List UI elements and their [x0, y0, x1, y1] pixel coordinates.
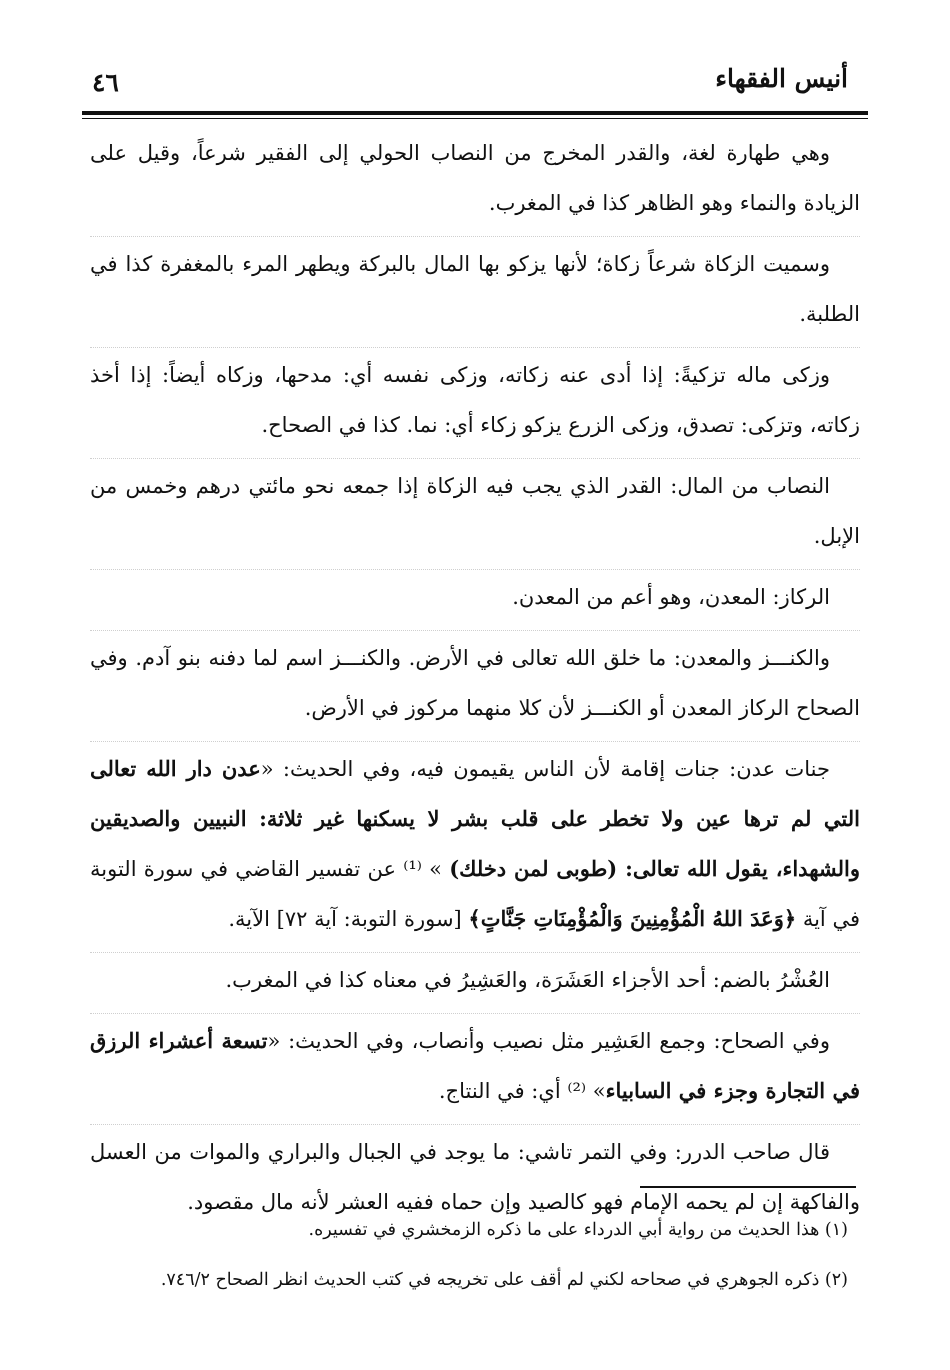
header-rule-thick — [82, 111, 868, 115]
footnote-1: (١) هذا الحديث من رواية أبي الدرداء على ما ذكره الزمخشري في تفسيره. — [308, 1220, 848, 1240]
running-title: أنيس الفقهاء — [715, 64, 848, 93]
sahah-hadith: تسعة أعشراء الرزق في التجارة وجزء في السابياء — [90, 1028, 860, 1103]
sahah-intro: وفي الصحاح: وجمع العَشِير مثل نصيب وأنصاب، وفي الحديث: « — [267, 1029, 830, 1053]
footnote-separator — [640, 1186, 856, 1188]
paragraph-nisab: النصاب من المال: القدر الذي يجب فيه الزكاة إذا جمعه نحو مائتي درهم وخمس من الإبل. — [90, 458, 860, 561]
quran-ayah: ﴿وَعَدَ اللهُ الْمُؤْمِنِينَ وَالْمُؤْمِنَاتِ جَنَّاتٍ﴾ — [468, 906, 797, 931]
paragraph-kanz: والكنـــز والمعدن: ما خلق الله تعالى في الأرض. والكنـــز اسم لما دفنه بنو آدم. وفي الصحاح الركاز المعدن أو الكنـــز لأن كلا منهما مركوز في الأرض. — [90, 630, 860, 733]
page-header — [82, 58, 868, 110]
paragraph-zakka: وزكى ماله تزكيةً: إذا أدى عنه زكاته، وزكى نفسه أي: مدحها، وزكاه أيضاً: إذا أخذ زكاته، وتزكى: تصدق، وزكى الزرع يزكو زكاء أي: نما. كذا في الصحاح. — [90, 347, 860, 450]
paragraph-zakat-definition: وهي طهارة لغة، والقدر المخرج من النصاب الحولي إلى الفقير شرعاً، وقيل على الزيادة والنماء وهو الظاهر كذا في المغرب. — [90, 141, 860, 215]
jannat-after: » ⁽¹⁾ عن تفسير القاضي في سورة التوبة في آية — [90, 857, 860, 931]
header-rule-thin — [82, 118, 868, 119]
paragraph-durar: قال صاحب الدرر: وفي التمر تاشي: ما يوجد في الجبال والبراري والموات من العسل والفاكهة إن لم يحمه الإمام فهو كالصيد وإن حماه ففيه العشر لأنه مال مقصود. — [90, 1124, 860, 1227]
jannat-end: [سورة التوبة: آية ٧٢] الآية. — [228, 907, 469, 931]
paragraph-rikaz: الركاز: المعدن، وهو أعم من المعدن. — [90, 569, 860, 622]
paragraph-zakat-naming: وسميت الزكاة شرعاً زكاة؛ لأنها يزكو بها المال بالبركة ويطهر المرء بالمغفرة كذا في الطلبة. — [90, 236, 860, 339]
main-text — [90, 128, 860, 1235]
footnotes — [90, 1205, 860, 1305]
jannat-intro: جنات عدن: جنات إقامة لأن الناس يقيمون فيه، وفي الحديث: « — [260, 757, 830, 781]
page-number: ٤٦ — [92, 68, 119, 97]
paragraph-ushr: العُشْرُ بالضم: أحد الأجزاء العَشَرَة، والعَشِيرُ في معناه كذا في المغرب. — [90, 952, 860, 1005]
paragraph-sahah — [90, 1013, 860, 1116]
sahah-end: » ⁽²⁾ أي: في النتاج. — [438, 1079, 606, 1103]
jannat-hadith: عدن دار الله تعالى التي لم ترها عين ولا تخطر على قلب بشر لا يسكنها غير ثلاثة: النبيين والصديقين والشهداء، يقول الله تعالى: (طوبى لمن دخلك) — [90, 756, 860, 881]
footnote-2: (٢) ذكره الجوهري في صحاحه لكني لم أقف على تخريجه في كتب الحديث انظر الصحاح ٧٤٦/٢. — [160, 1270, 848, 1290]
paragraph-jannat-adn — [90, 741, 860, 944]
